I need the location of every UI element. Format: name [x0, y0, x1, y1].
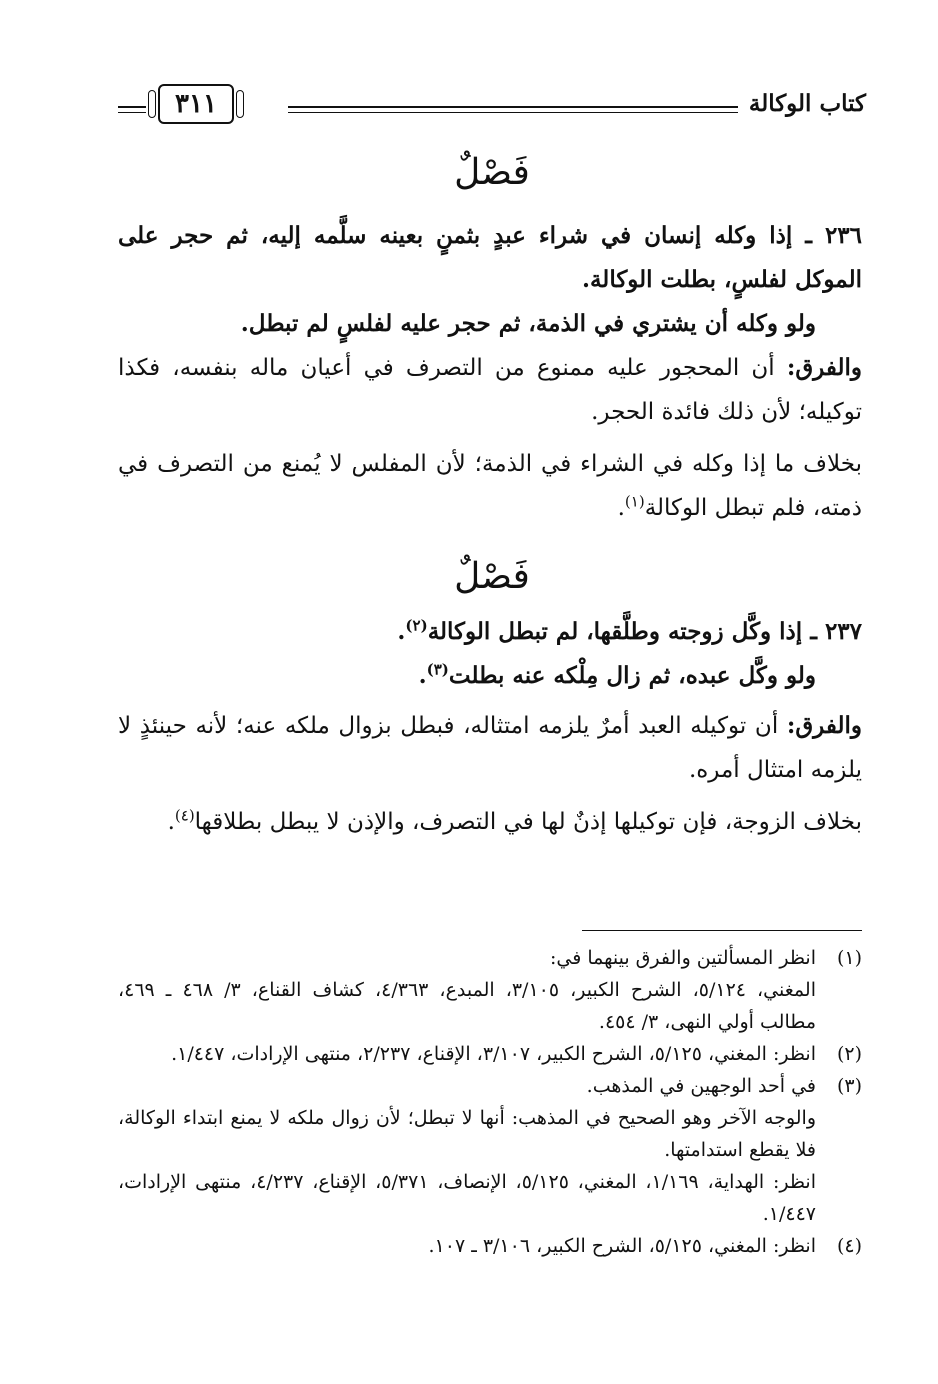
- issue-text: إذا وكله إنسان في شراء عبدٍ بثمنٍ بعينه سلَّمه إليه، ثم حجر على الموكل لفلسٍ، بطلت الوكالة.: [118, 222, 862, 293]
- issue-237-counter: ولو وكَّل عبده، ثم زال مِلْكه عنه بطلت$^{(٣)}$.: [418, 660, 816, 689]
- footnote-ref: (٤): [174, 806, 195, 825]
- footnote-body: [118, 1230, 816, 1262]
- issue-236-difference: [118, 346, 862, 434]
- book-title: كتاب الوكالة: [748, 90, 866, 117]
- footnote-body: [118, 1038, 816, 1070]
- issue-237-difference: [118, 704, 862, 792]
- issue-number: ٢٣٦ ـ: [805, 222, 862, 249]
- issue-237-contrast: بخلاف الزوجة، فإن توكيلها إذنٌ لها في التصرف، والإذن لا يبطل بطلاقها$^{(٤)}$.: [167, 806, 862, 835]
- footnote-body: [118, 1070, 816, 1230]
- difference-text: أن توكيله العبد أمرٌ يلزمه امتثاله، فبطل بزوال ملكه عنه؛ لأنه حينئذٍ لا يلزمه امتثال أمره.: [118, 713, 862, 783]
- page-number: ٣١١: [175, 89, 217, 119]
- issue-237: [118, 610, 862, 844]
- issue-237-statement: ٢٣٧ ـ إذا وكَّل زوجته وطلَّقها، لم تبطل الوكالة$^{(٢)}$.: [397, 616, 862, 645]
- footnote-2: [118, 1038, 862, 1070]
- header-rule-right-top: [288, 106, 738, 108]
- footnote-1: [118, 942, 862, 1038]
- footnote-line: انظر المسألتين والفرق بينهما في:: [550, 947, 816, 969]
- page-header: [118, 84, 866, 134]
- footnote-ref: (٣): [426, 660, 449, 679]
- difference-label: والفرق:: [786, 712, 862, 739]
- footnote-number: (١): [836, 947, 862, 969]
- issue-number: ٢٣٧ ـ: [810, 618, 862, 645]
- footnote-body: [118, 942, 816, 1038]
- footnotes: [118, 942, 862, 1262]
- footnote-line: انظر: المغني، ٥/١٢٥، الشرح الكبير، ٣/١٠٦ ـ ١٠٧.: [428, 1235, 816, 1257]
- issue-text: إذا وكَّل زوجته وطلَّقها، لم تبطل الوكالة: [427, 618, 803, 645]
- footnote-4: [118, 1230, 862, 1262]
- issue-236-counter: ولو وكله أن يشتري في الذمة، ثم حجر عليه لفلسٍ لم تبطل.: [240, 310, 816, 337]
- issue-236-statement: [118, 214, 862, 302]
- footnote-line: المغني، ٥/١٢٤، الشرح الكبير، ٣/١٠٥، المبدع، ٤/٣٦٣، كشاف القناع، ٣/ ٤٦٨ ـ ٤٦٩، مطالب أولي النهى، ٣/ ٤٥٤.: [118, 979, 816, 1033]
- footnote-line: انظر: الهداية، ١/١٦٩، المغني، ٥/١٢٥، الإنصاف، ٥/٣٧١، الإقناع، ٤/٢٣٧، منتهى الإرادات، ١/٤٤٧.: [118, 1171, 816, 1225]
- counter-text: ولو وكَّل عبده، ثم زال مِلْكه عنه بطلت: [448, 662, 816, 689]
- footnote-number: (٢): [836, 1043, 862, 1065]
- footnote-line: في أحد الوجهين في المذهب.: [586, 1075, 816, 1097]
- footnote-3: [118, 1070, 862, 1230]
- contrast-text: بخلاف ما إذا وكله في الشراء في الذمة؛ لأن المفلس لا يُمنع من التصرف في ذمته، فلم تبطل الوكالة: [118, 451, 862, 521]
- footnote-ref: (١): [624, 492, 645, 511]
- footnote-line: انظر: المغني، ٥/١٢٥، الشرح الكبير، ٣/١٠٧، الإقناع، ٢/٢٣٧، منتهى الإرادات، ١/٤٤٧.: [171, 1043, 816, 1065]
- footnote-line: والوجه الآخر وهو الصحيح في المذهب: أنها لا تبطل؛ لأن زوال ملكه لا يمنع ابتداء الوكالة، فلا يقطع استدامتها.: [118, 1107, 816, 1161]
- footnote-ref: (٢): [405, 616, 428, 635]
- difference-text: أن المحجور عليه ممنوع من التصرف في أعيان ماله بنفسه، فكذا توكيله؛ لأن ذلك فائدة الحجر.: [118, 355, 862, 425]
- issue-236-contrast: بخلاف ما إذا وكله في الشراء في الذمة؛ لأن المفلس لا يُمنع من التصرف في ذمته، فلم تبطل الوكالة$^{(١)}$.: [118, 451, 862, 521]
- header-rule-right-bottom: [288, 112, 738, 113]
- page-number-badge: [158, 84, 234, 124]
- footnote-separator: [582, 930, 862, 931]
- difference-label: والفرق:: [786, 354, 862, 381]
- footnote-number: (٣): [836, 1075, 862, 1097]
- section-heading-1: فَصْلٌ: [454, 152, 530, 193]
- header-rule-left-bottom: [118, 112, 146, 113]
- issue-236: [118, 214, 862, 530]
- footnote-number: (٤): [836, 1235, 862, 1257]
- header-rule-left-top: [118, 106, 146, 108]
- section-heading-2: فَصْلٌ: [454, 556, 530, 597]
- contrast-text: بخلاف الزوجة، فإن توكيلها إذنٌ لها في التصرف، والإذن لا يبطل بطلاقها: [194, 809, 862, 835]
